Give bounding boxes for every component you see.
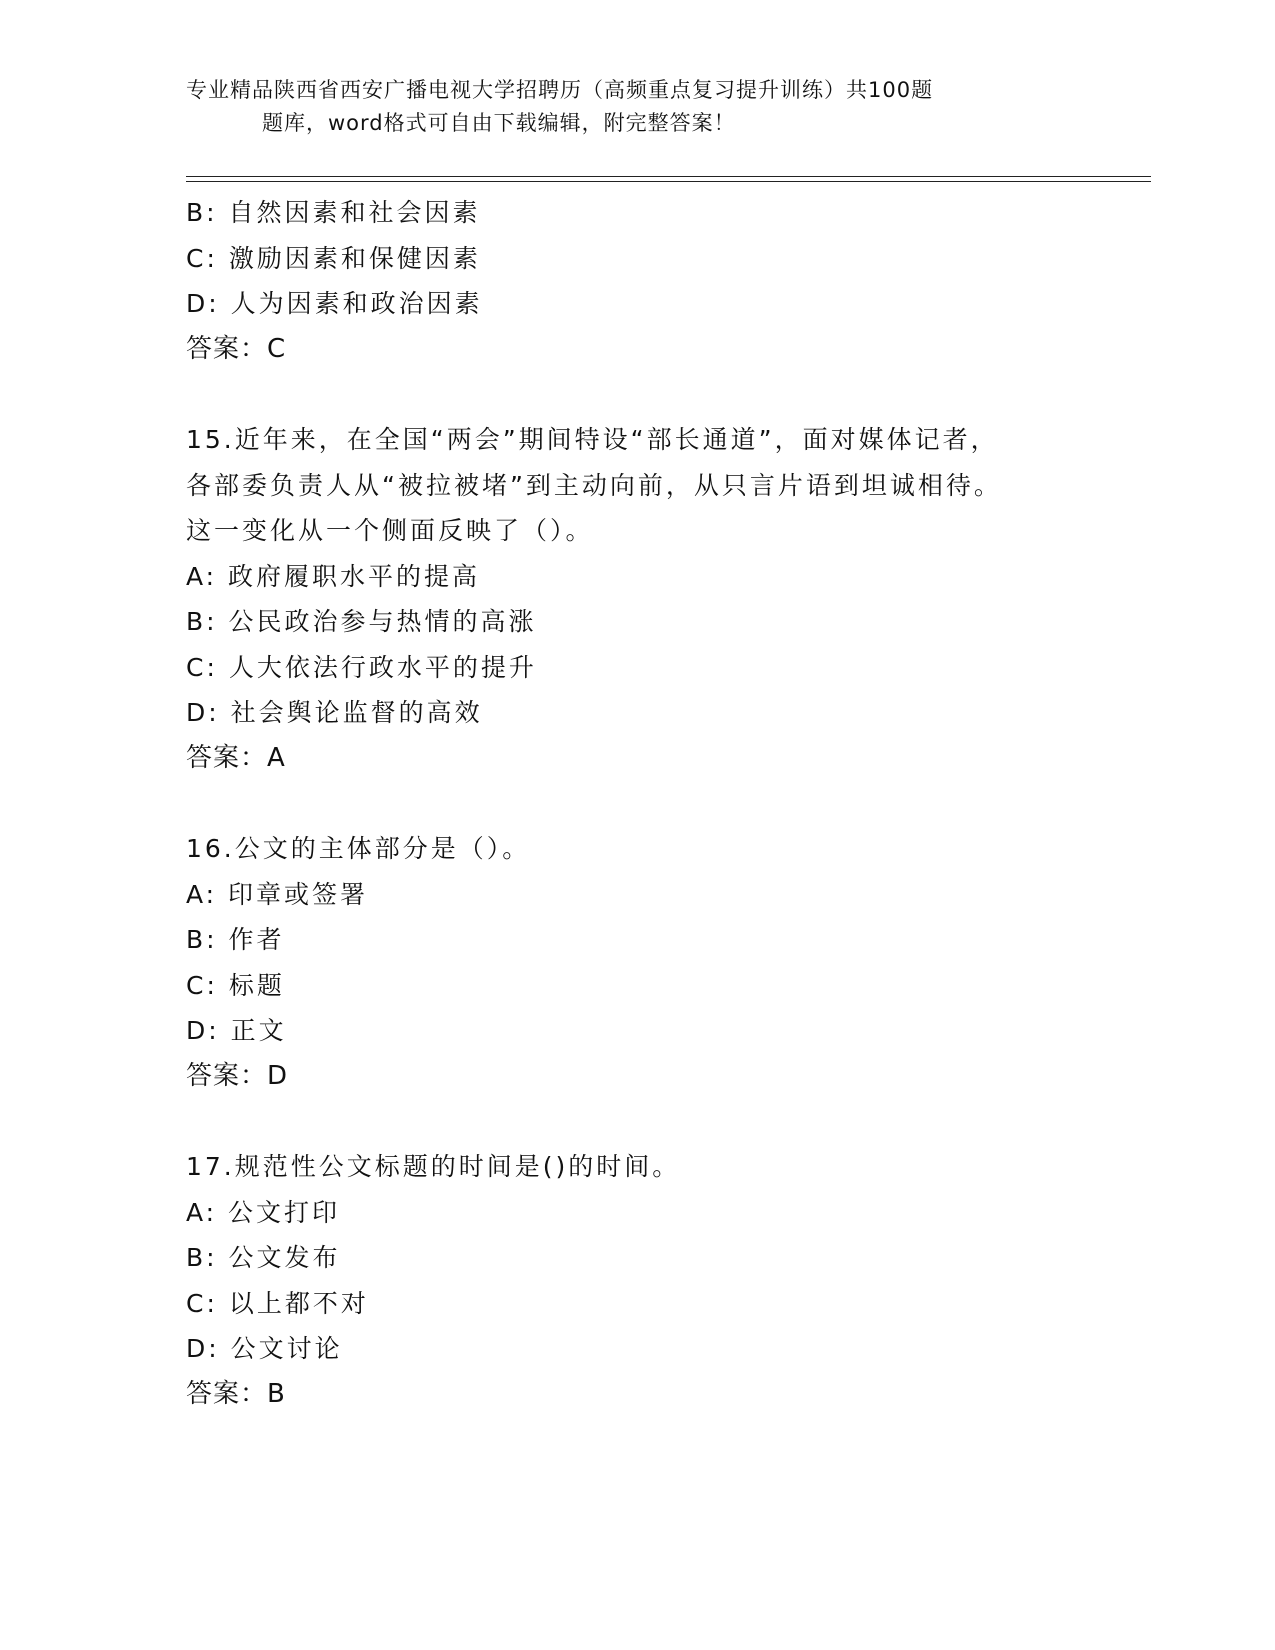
option-d: D: 正文	[186, 1016, 287, 1045]
stem-line: 15.近年来，在全国“两会”期间特设“部长通道”，面对媒体记者，	[186, 425, 999, 454]
question-stem	[186, 826, 1066, 872]
question-block-16	[186, 826, 1066, 1099]
stem-line: 16.公文的主体部分是（）。	[186, 834, 531, 863]
option-d: D: 公文讨论	[186, 1334, 343, 1363]
option-d: D: 人为因素和政治因素	[186, 289, 483, 318]
question-stem	[186, 417, 1066, 554]
document-header	[186, 74, 1086, 140]
option-c: C: 以上都不对	[186, 1288, 369, 1318]
option-c: C: 激励因素和保健因素	[186, 243, 481, 273]
stem-line: 各部委负责人从“被拉被堵”到主动向前，从只言片语到坦诚相待。	[186, 470, 1002, 500]
option-b: B: 作者	[186, 925, 285, 954]
answer-line: 答案：D	[186, 1060, 289, 1091]
question-list	[186, 190, 1066, 1417]
option-a: A: 公文打印	[186, 1197, 341, 1227]
answer-line: 答案：A	[186, 742, 286, 773]
question-stem	[186, 1144, 1066, 1190]
option-b: B: 自然因素和社会因素	[186, 198, 481, 227]
option-b: B: 公民政治参与热情的高涨	[186, 607, 537, 636]
stem-line: 这一变化从一个侧面反映了（）。	[186, 516, 594, 545]
header-divider-bottom	[186, 181, 1151, 182]
option-c: C: 人大依法行政水平的提升	[186, 652, 537, 682]
option-b: B: 公文发布	[186, 1243, 341, 1272]
option-a: A: 印章或签署	[186, 879, 369, 909]
answer-line: 答案：C	[186, 333, 287, 364]
option-d: D: 社会舆论监督的高效	[186, 698, 483, 727]
header-title-line-1: 专业精品陕西省西安广播电视大学招聘历（高频重点复习提升训练）共100题	[186, 78, 934, 102]
question-block-prev	[186, 190, 1066, 372]
stem-line: 17.规范性公文标题的时间是()的时间。	[186, 1152, 681, 1181]
header-divider-top	[186, 176, 1151, 177]
header-title-line-2: 题库，word格式可自由下载编辑，附完整答案！	[262, 111, 736, 135]
option-a: A: 政府履职水平的提高	[186, 561, 481, 591]
answer-line: 答案：B	[186, 1378, 286, 1409]
option-c: C: 标题	[186, 970, 285, 1000]
question-block-15	[186, 417, 1066, 781]
question-block-17	[186, 1144, 1066, 1417]
